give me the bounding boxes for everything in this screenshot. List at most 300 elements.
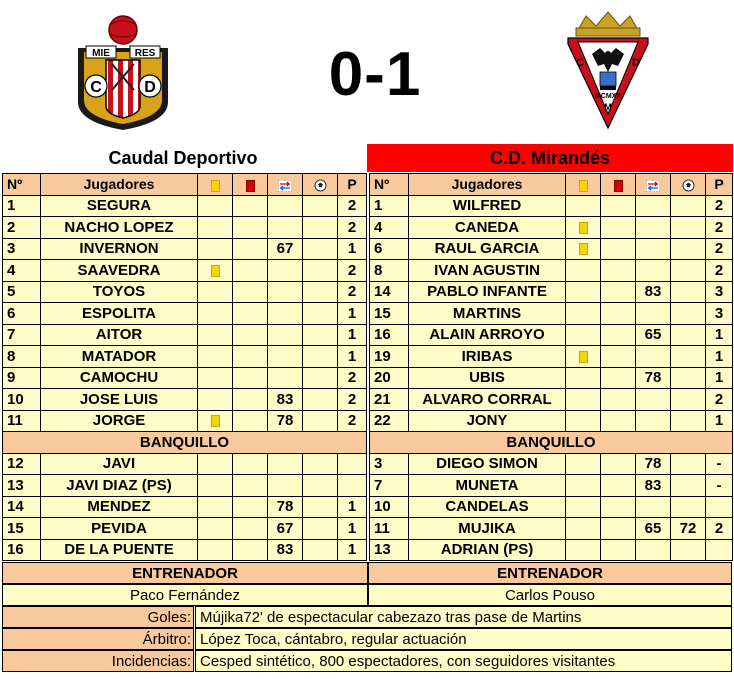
away-coach-name: Carlos Pouso bbox=[368, 584, 732, 606]
away-team-name: C.D. Mirandés bbox=[367, 144, 733, 172]
home-bench-player-row bbox=[3, 518, 367, 540]
player-name: DIEGO SIMON bbox=[409, 453, 566, 475]
player-number: 16 bbox=[3, 539, 41, 561]
player-number: 1 bbox=[370, 195, 409, 217]
col-header-goal bbox=[671, 174, 706, 196]
player-red-card bbox=[601, 367, 636, 389]
away-bench-player-row bbox=[370, 518, 733, 540]
player-yellow-card bbox=[198, 410, 233, 432]
col-header-substitution bbox=[636, 174, 671, 196]
player-substitution-minute: 78 bbox=[268, 496, 303, 518]
player-substitution-minute bbox=[636, 410, 671, 432]
player-number: 6 bbox=[370, 238, 409, 260]
crest-letter-left: C bbox=[90, 79, 102, 96]
player-red-card bbox=[601, 453, 636, 475]
player-red-card bbox=[233, 217, 268, 239]
player-goal-minute bbox=[303, 324, 338, 346]
col-header-players: Jugadores bbox=[41, 174, 198, 196]
player-red-card bbox=[233, 238, 268, 260]
player-red-card bbox=[601, 260, 636, 282]
player-substitution-minute bbox=[268, 281, 303, 303]
yellow-card-icon bbox=[211, 180, 220, 192]
player-points: 1 bbox=[338, 346, 367, 368]
crest-banner-left-text: MIE bbox=[92, 48, 110, 59]
away-starters-player-row bbox=[370, 324, 733, 346]
team-names-bar bbox=[0, 144, 734, 172]
player-number: 15 bbox=[3, 518, 41, 540]
player-red-card bbox=[601, 195, 636, 217]
player-points: 1 bbox=[338, 539, 367, 561]
home-lineup-table bbox=[2, 173, 367, 561]
player-name: JORGE bbox=[41, 410, 198, 432]
player-goal-minute bbox=[671, 346, 706, 368]
home-coach-label: ENTRENADOR bbox=[2, 562, 368, 584]
player-red-card bbox=[233, 367, 268, 389]
referee-value: López Toca, cántabro, regular actuación bbox=[195, 628, 732, 650]
player-name: CANEDA bbox=[409, 217, 566, 239]
col-header-red-card bbox=[233, 174, 268, 196]
player-name: CAMOCHU bbox=[41, 367, 198, 389]
player-number: 11 bbox=[370, 518, 409, 540]
away-starters-player-row bbox=[370, 281, 733, 303]
away-starters-player-row bbox=[370, 238, 733, 260]
player-yellow-card bbox=[198, 389, 233, 411]
away-starters-player-row bbox=[370, 346, 733, 368]
player-yellow-card bbox=[566, 238, 601, 260]
player-red-card bbox=[233, 475, 268, 497]
player-points: 1 bbox=[338, 324, 367, 346]
player-goal-minute bbox=[303, 496, 338, 518]
player-goal-minute bbox=[671, 303, 706, 325]
player-red-card bbox=[233, 453, 268, 475]
player-yellow-card bbox=[566, 281, 601, 303]
player-points: 2 bbox=[338, 281, 367, 303]
home-bench-player-row bbox=[3, 496, 367, 518]
player-points: 1 bbox=[338, 238, 367, 260]
away-coach-label: ENTRENADOR bbox=[368, 562, 732, 584]
player-goal-minute bbox=[303, 410, 338, 432]
player-name: IRIBAS bbox=[409, 346, 566, 368]
player-name: ALAIN ARROYO bbox=[409, 324, 566, 346]
home-starters-player-row bbox=[3, 324, 367, 346]
player-yellow-card bbox=[198, 260, 233, 282]
incidents-label: Incidencias: bbox=[2, 650, 194, 672]
player-number: 22 bbox=[370, 410, 409, 432]
cd-mirandes-crest-logo bbox=[556, 10, 660, 132]
player-goal-minute bbox=[303, 539, 338, 561]
col-header-number: Nº bbox=[370, 174, 409, 196]
player-yellow-card bbox=[198, 195, 233, 217]
player-substitution-minute bbox=[636, 539, 671, 561]
crest-letter-m: M bbox=[604, 102, 612, 112]
player-yellow-card bbox=[566, 518, 601, 540]
player-substitution-minute bbox=[268, 303, 303, 325]
player-points: 1 bbox=[706, 324, 733, 346]
goals-row bbox=[2, 606, 732, 628]
home-starters-player-row bbox=[3, 389, 367, 411]
soccer-ball-icon bbox=[314, 179, 327, 192]
player-name: WILFRED bbox=[409, 195, 566, 217]
away-table-header bbox=[370, 174, 733, 196]
player-points bbox=[338, 475, 367, 497]
player-substitution-minute bbox=[636, 238, 671, 260]
goals-label: Goles: bbox=[2, 606, 194, 628]
player-points: 2 bbox=[706, 195, 733, 217]
player-number: 10 bbox=[3, 389, 41, 411]
col-header-players: Jugadores bbox=[409, 174, 566, 196]
substitution-arrows-icon bbox=[278, 180, 292, 192]
player-name: INVERNON bbox=[41, 238, 198, 260]
player-goal-minute bbox=[303, 195, 338, 217]
player-yellow-card bbox=[566, 367, 601, 389]
player-goal-minute: 72 bbox=[671, 518, 706, 540]
away-starters-player-row bbox=[370, 195, 733, 217]
player-name: ALVARO CORRAL bbox=[409, 389, 566, 411]
player-points: 2 bbox=[706, 389, 733, 411]
home-starters-player-row bbox=[3, 303, 367, 325]
incidents-value: Cesped sintético, 800 espectadores, con seguidores visitantes bbox=[195, 650, 732, 672]
match-score: 0-1 bbox=[328, 40, 422, 109]
player-red-card bbox=[233, 518, 268, 540]
yellow-card-icon bbox=[211, 265, 220, 277]
player-number: 12 bbox=[3, 453, 41, 475]
player-substitution-minute bbox=[636, 217, 671, 239]
player-red-card bbox=[601, 410, 636, 432]
player-points: 1 bbox=[706, 367, 733, 389]
home-bench-header bbox=[3, 432, 367, 454]
caudal-deportivo-crest-logo bbox=[70, 14, 176, 132]
player-number: 10 bbox=[370, 496, 409, 518]
player-goal-minute bbox=[671, 539, 706, 561]
home-bench-player-row bbox=[3, 453, 367, 475]
player-points bbox=[706, 496, 733, 518]
player-points: 1 bbox=[338, 496, 367, 518]
red-card-icon bbox=[614, 180, 623, 192]
player-number: 21 bbox=[370, 389, 409, 411]
player-substitution-minute: 65 bbox=[636, 518, 671, 540]
away-bench-header bbox=[370, 432, 733, 454]
col-header-yellow-card bbox=[566, 174, 601, 196]
away-starters-player-row bbox=[370, 410, 733, 432]
player-goal-minute bbox=[671, 475, 706, 497]
player-goal-minute bbox=[303, 346, 338, 368]
player-substitution-minute: 78 bbox=[636, 367, 671, 389]
player-substitution-minute bbox=[268, 324, 303, 346]
crest-letter-c: C bbox=[576, 57, 584, 69]
home-coach-name: Paco Fernández bbox=[2, 584, 368, 606]
player-yellow-card bbox=[566, 260, 601, 282]
player-points: 2 bbox=[338, 367, 367, 389]
player-goal-minute bbox=[671, 281, 706, 303]
player-points: 2 bbox=[338, 389, 367, 411]
player-name: PEVIDA bbox=[41, 518, 198, 540]
player-red-card bbox=[233, 346, 268, 368]
away-starters-player-row bbox=[370, 217, 733, 239]
crest-letter-d: D bbox=[632, 57, 640, 69]
player-goal-minute bbox=[671, 238, 706, 260]
player-yellow-card bbox=[566, 303, 601, 325]
player-substitution-minute: 67 bbox=[268, 238, 303, 260]
player-name: ESPOLITA bbox=[41, 303, 198, 325]
player-red-card bbox=[601, 238, 636, 260]
player-red-card bbox=[233, 410, 268, 432]
player-points: 3 bbox=[706, 303, 733, 325]
home-starters-player-row bbox=[3, 367, 367, 389]
player-goal-minute bbox=[671, 453, 706, 475]
player-goal-minute bbox=[671, 367, 706, 389]
referee-row bbox=[2, 628, 732, 650]
player-goal-minute bbox=[303, 475, 338, 497]
player-points: 2 bbox=[706, 238, 733, 260]
home-table-header bbox=[3, 174, 367, 196]
red-card-icon bbox=[246, 180, 255, 192]
yellow-card-icon bbox=[211, 415, 220, 427]
player-name: UBIS bbox=[409, 367, 566, 389]
home-starters-player-row bbox=[3, 281, 367, 303]
player-goal-minute bbox=[303, 389, 338, 411]
player-goal-minute bbox=[303, 281, 338, 303]
player-red-card bbox=[233, 195, 268, 217]
player-substitution-minute bbox=[636, 389, 671, 411]
player-points: - bbox=[706, 475, 733, 497]
player-red-card bbox=[233, 324, 268, 346]
col-header-substitution bbox=[268, 174, 303, 196]
player-substitution-minute: 67 bbox=[268, 518, 303, 540]
player-yellow-card bbox=[198, 346, 233, 368]
player-name: TOYOS bbox=[41, 281, 198, 303]
away-bench-player-row bbox=[370, 496, 733, 518]
player-yellow-card bbox=[198, 281, 233, 303]
player-number: 7 bbox=[3, 324, 41, 346]
player-substitution-minute bbox=[636, 260, 671, 282]
player-yellow-card bbox=[198, 475, 233, 497]
player-goal-minute bbox=[303, 518, 338, 540]
player-points: 1 bbox=[338, 303, 367, 325]
player-yellow-card bbox=[198, 496, 233, 518]
yellow-card-icon bbox=[579, 180, 588, 192]
player-yellow-card bbox=[566, 389, 601, 411]
home-starters-player-row bbox=[3, 217, 367, 239]
player-yellow-card bbox=[566, 475, 601, 497]
player-red-card bbox=[233, 496, 268, 518]
player-name: NACHO LOPEZ bbox=[41, 217, 198, 239]
player-name: IVAN AGUSTIN bbox=[409, 260, 566, 282]
player-number: 19 bbox=[370, 346, 409, 368]
away-lineup-table bbox=[369, 173, 733, 561]
player-substitution-minute bbox=[636, 195, 671, 217]
player-goal-minute bbox=[671, 195, 706, 217]
player-number: 8 bbox=[3, 346, 41, 368]
away-bench-player-row bbox=[370, 475, 733, 497]
col-header-goal bbox=[303, 174, 338, 196]
player-name: JAVI DIAZ (PS) bbox=[41, 475, 198, 497]
player-goal-minute bbox=[671, 324, 706, 346]
player-red-card bbox=[233, 260, 268, 282]
player-number: 5 bbox=[3, 281, 41, 303]
player-red-card bbox=[601, 217, 636, 239]
incidents-row bbox=[2, 650, 732, 672]
away-starters-player-row bbox=[370, 260, 733, 282]
player-goal-minute bbox=[671, 496, 706, 518]
player-goal-minute bbox=[303, 303, 338, 325]
player-goal-minute bbox=[303, 217, 338, 239]
player-substitution-minute bbox=[268, 195, 303, 217]
player-name: PABLO INFANTE bbox=[409, 281, 566, 303]
col-header-points: P bbox=[706, 174, 733, 196]
player-goal-minute bbox=[303, 238, 338, 260]
col-header-number: Nº bbox=[3, 174, 41, 196]
away-bench-player-row bbox=[370, 453, 733, 475]
player-points bbox=[706, 539, 733, 561]
col-header-yellow-card bbox=[198, 174, 233, 196]
home-starters-player-row bbox=[3, 346, 367, 368]
player-goal-minute bbox=[671, 389, 706, 411]
player-red-card bbox=[233, 281, 268, 303]
player-name: MENDEZ bbox=[41, 496, 198, 518]
player-name: RAUL GARCIA bbox=[409, 238, 566, 260]
player-number: 11 bbox=[3, 410, 41, 432]
home-starters-player-row bbox=[3, 238, 367, 260]
player-name: MATADOR bbox=[41, 346, 198, 368]
player-yellow-card bbox=[566, 410, 601, 432]
player-name: ADRIAN (PS) bbox=[409, 539, 566, 561]
home-bench-player-row bbox=[3, 539, 367, 561]
player-substitution-minute: 78 bbox=[268, 410, 303, 432]
player-yellow-card bbox=[566, 195, 601, 217]
player-red-card bbox=[601, 539, 636, 561]
player-number: 14 bbox=[3, 496, 41, 518]
player-points: 2 bbox=[338, 195, 367, 217]
player-name: MARTINS bbox=[409, 303, 566, 325]
player-substitution-minute: 83 bbox=[268, 539, 303, 561]
player-number: 3 bbox=[3, 238, 41, 260]
player-substitution-minute bbox=[268, 217, 303, 239]
player-goal-minute bbox=[671, 260, 706, 282]
player-yellow-card bbox=[198, 367, 233, 389]
player-goal-minute bbox=[671, 217, 706, 239]
player-substitution-minute: 83 bbox=[636, 281, 671, 303]
away-starters-player-row bbox=[370, 389, 733, 411]
player-number: 4 bbox=[370, 217, 409, 239]
player-substitution-minute: 65 bbox=[636, 324, 671, 346]
player-yellow-card bbox=[198, 453, 233, 475]
yellow-card-icon bbox=[579, 243, 588, 255]
player-yellow-card bbox=[198, 217, 233, 239]
home-team-name: Caudal Deportivo bbox=[108, 148, 258, 168]
player-red-card bbox=[601, 496, 636, 518]
player-red-card bbox=[601, 475, 636, 497]
player-substitution-minute bbox=[636, 303, 671, 325]
player-points: 1 bbox=[706, 346, 733, 368]
player-number: 16 bbox=[370, 324, 409, 346]
player-goal-minute bbox=[671, 410, 706, 432]
player-number: 3 bbox=[370, 453, 409, 475]
player-name: AITOR bbox=[41, 324, 198, 346]
player-points bbox=[338, 453, 367, 475]
player-number: 9 bbox=[3, 367, 41, 389]
player-substitution-minute bbox=[268, 475, 303, 497]
player-points: 3 bbox=[706, 281, 733, 303]
away-starters-player-row bbox=[370, 367, 733, 389]
home-starters-player-row bbox=[3, 410, 367, 432]
player-yellow-card bbox=[566, 346, 601, 368]
bench-label: BANQUILLO bbox=[370, 432, 733, 454]
player-red-card bbox=[601, 518, 636, 540]
player-substitution-minute: 78 bbox=[636, 453, 671, 475]
crest-letter-right: D bbox=[144, 79, 156, 96]
home-bench-player-row bbox=[3, 475, 367, 497]
player-name: JONY bbox=[409, 410, 566, 432]
player-red-card bbox=[233, 389, 268, 411]
player-substitution-minute bbox=[268, 346, 303, 368]
away-starters-player-row bbox=[370, 303, 733, 325]
match-header bbox=[0, 0, 734, 144]
player-points: 2 bbox=[338, 260, 367, 282]
player-name: DE LA PUENTE bbox=[41, 539, 198, 561]
player-number: 15 bbox=[370, 303, 409, 325]
soccer-ball-icon bbox=[682, 179, 695, 192]
substitution-arrows-icon bbox=[646, 180, 660, 192]
player-name: SAAVEDRA bbox=[41, 260, 198, 282]
player-goal-minute bbox=[303, 260, 338, 282]
player-points: 2 bbox=[338, 217, 367, 239]
player-red-card bbox=[601, 324, 636, 346]
player-number: 13 bbox=[3, 475, 41, 497]
player-number: 1 bbox=[3, 195, 41, 217]
home-starters-player-row bbox=[3, 195, 367, 217]
player-points: - bbox=[706, 453, 733, 475]
player-red-card bbox=[601, 303, 636, 325]
player-number: 7 bbox=[370, 475, 409, 497]
player-substitution-minute: 83 bbox=[636, 475, 671, 497]
col-header-red-card bbox=[601, 174, 636, 196]
player-red-card bbox=[233, 303, 268, 325]
col-header-points: P bbox=[338, 174, 367, 196]
player-yellow-card bbox=[198, 518, 233, 540]
player-points: 1 bbox=[338, 518, 367, 540]
player-number: 14 bbox=[370, 281, 409, 303]
crest-year-text: MCMXX bbox=[594, 93, 622, 100]
player-name: MUJIKA bbox=[409, 518, 566, 540]
player-points: 2 bbox=[706, 217, 733, 239]
crest-banner-right-text: RES bbox=[134, 48, 156, 59]
bench-label: BANQUILLO bbox=[3, 432, 367, 454]
player-yellow-card bbox=[566, 324, 601, 346]
away-bench-player-row bbox=[370, 539, 733, 561]
player-number: 20 bbox=[370, 367, 409, 389]
player-number: 4 bbox=[3, 260, 41, 282]
player-name: SEGURA bbox=[41, 195, 198, 217]
player-points: 2 bbox=[338, 410, 367, 432]
player-substitution-minute bbox=[268, 260, 303, 282]
player-substitution-minute bbox=[636, 346, 671, 368]
player-yellow-card bbox=[198, 324, 233, 346]
player-number: 13 bbox=[370, 539, 409, 561]
player-yellow-card bbox=[566, 453, 601, 475]
player-yellow-card bbox=[198, 303, 233, 325]
player-name: MUNETA bbox=[409, 475, 566, 497]
player-substitution-minute bbox=[268, 367, 303, 389]
player-number: 6 bbox=[3, 303, 41, 325]
player-name: CANDELAS bbox=[409, 496, 566, 518]
player-red-card bbox=[601, 281, 636, 303]
player-yellow-card bbox=[566, 217, 601, 239]
player-goal-minute bbox=[303, 367, 338, 389]
player-number: 2 bbox=[3, 217, 41, 239]
yellow-card-icon bbox=[579, 222, 588, 234]
home-starters-player-row bbox=[3, 260, 367, 282]
goals-value: Mújika72' de espectacular cabezazo tras pase de Martins bbox=[195, 606, 732, 628]
